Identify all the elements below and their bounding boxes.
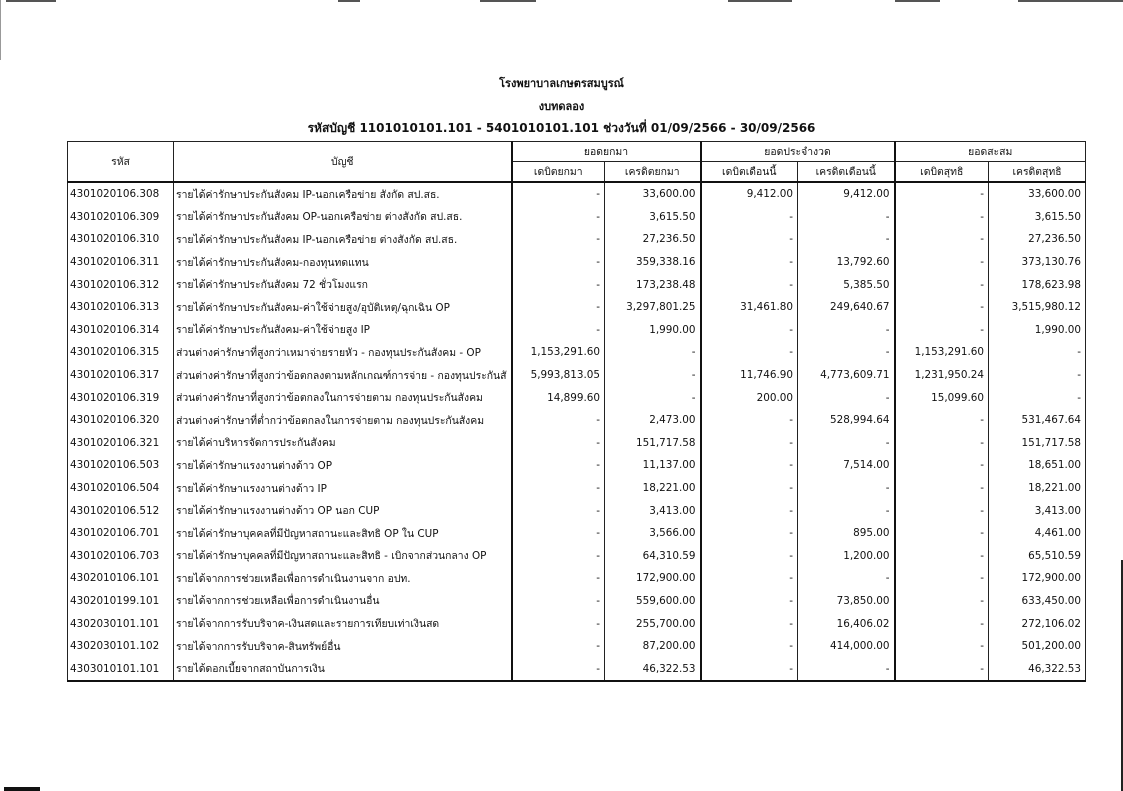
table-row <box>68 635 1086 658</box>
debit-net-cell: - <box>895 228 989 251</box>
code-cell: 4301020106.309 <box>68 206 174 229</box>
debit-net-cell: - <box>895 477 989 500</box>
debit-net-cell: - <box>895 454 989 477</box>
credit-month-cell: - <box>798 228 895 251</box>
credit-month-cell: 5,385.50 <box>798 273 895 296</box>
code-cell: 4301020106.503 <box>68 454 174 477</box>
debit-net-cell: - <box>895 635 989 658</box>
credit-net-cell: 3,413.00 <box>989 499 1086 522</box>
credit-bf-cell: 172,900.00 <box>605 567 701 590</box>
credit-month-cell: - <box>798 567 895 590</box>
debit-bf-cell: - <box>512 635 605 658</box>
credit-bf-cell: 11,137.00 <box>605 454 701 477</box>
debit-bf-cell: - <box>512 228 605 251</box>
credit-month-cell: 414,000.00 <box>798 635 895 658</box>
debit-month-cell: 9,412.00 <box>701 182 798 206</box>
table-row <box>68 251 1086 274</box>
account-cell: รายได้ดอกเบี้ยจากสถาบันการเงิน <box>174 657 512 681</box>
credit-month-cell: 13,792.60 <box>798 251 895 274</box>
table-row <box>68 364 1086 387</box>
credit-bf-cell: 2,473.00 <box>605 409 701 432</box>
debit-month-cell: - <box>701 545 798 568</box>
credit-month-cell: - <box>798 319 895 342</box>
debit-net-cell: - <box>895 612 989 635</box>
account-cell: รายได้ค่ารักษาประกันสังคม IP-นอกเครือข่าย สังกัด สป.สธ. <box>174 182 512 206</box>
table-row <box>68 432 1086 455</box>
code-cell: 4301020106.512 <box>68 499 174 522</box>
code-cell: 4301020106.504 <box>68 477 174 500</box>
debit-net-cell: - <box>895 206 989 229</box>
header-debit-net: เดบิตสุทธิ <box>895 162 989 183</box>
code-cell: 4301020106.315 <box>68 341 174 364</box>
header-credit-net: เครดิตสุทธิ <box>989 162 1086 183</box>
credit-month-cell: 4,773,609.71 <box>798 364 895 387</box>
credit-month-cell: - <box>798 341 895 364</box>
debit-net-cell: - <box>895 657 989 681</box>
code-cell: 4301020106.701 <box>68 522 174 545</box>
debit-month-cell: - <box>701 409 798 432</box>
scan-edge <box>0 0 1 60</box>
debit-bf-cell: - <box>512 567 605 590</box>
header-credit-month: เครดิตเดือนนี้ <box>798 162 895 183</box>
debit-bf-cell: - <box>512 273 605 296</box>
credit-net-cell: 33,600.00 <box>989 182 1086 206</box>
debit-month-cell: - <box>701 612 798 635</box>
debit-month-cell: - <box>701 228 798 251</box>
account-cell: รายได้ค่ารักษาประกันสังคม-ค่าใช้จ่ายสูง IP <box>174 319 512 342</box>
debit-bf-cell: - <box>512 251 605 274</box>
account-cell: รายได้จากการรับบริจาค-สินทรัพย์อื่น <box>174 635 512 658</box>
account-cell: รายได้ค่ารักษาบุคคลที่มีปัญหาสถานะและสิทธิ - เบิกจากส่วนกลาง OP <box>174 545 512 568</box>
header-debit-bf: เดบิตยกมา <box>512 162 605 183</box>
debit-bf-cell: 1,153,291.60 <box>512 341 605 364</box>
debit-month-cell: - <box>701 319 798 342</box>
account-cell: รายได้ค่ารักษาประกันสังคม-ค่าใช้จ่ายสูง/อุบัติเหตุ/ฉุกเฉิน OP <box>174 296 512 319</box>
header-group-brought-forward: ยอดยกมา <box>512 142 701 162</box>
account-cell: รายได้ค่ารักษาประกันสังคม 72 ชั่วโมงแรก <box>174 273 512 296</box>
code-cell: 4302030101.102 <box>68 635 174 658</box>
code-cell: 4301020106.312 <box>68 273 174 296</box>
scan-artifact <box>338 0 360 2</box>
account-cell: รายได้จากการรับบริจาค-เงินสดและรายการเทียบเท่าเงินสด <box>174 612 512 635</box>
credit-month-cell: 895.00 <box>798 522 895 545</box>
debit-bf-cell: 5,993,813.05 <box>512 364 605 387</box>
debit-net-cell: - <box>895 522 989 545</box>
debit-net-cell: - <box>895 590 989 613</box>
debit-bf-cell: - <box>512 206 605 229</box>
debit-bf-cell: - <box>512 319 605 342</box>
credit-net-cell: 1,990.00 <box>989 319 1086 342</box>
debit-net-cell: 1,231,950.24 <box>895 364 989 387</box>
debit-month-cell: 11,746.90 <box>701 364 798 387</box>
credit-net-cell: 373,130.76 <box>989 251 1086 274</box>
debit-month-cell: - <box>701 590 798 613</box>
debit-month-cell: - <box>701 499 798 522</box>
credit-bf-cell: 359,338.16 <box>605 251 701 274</box>
credit-net-cell: 65,510.59 <box>989 545 1086 568</box>
code-cell: 4301020106.310 <box>68 228 174 251</box>
code-cell: 4301020106.319 <box>68 386 174 409</box>
credit-bf-cell: 3,615.50 <box>605 206 701 229</box>
table-row <box>68 590 1086 613</box>
table-body <box>68 182 1086 681</box>
debit-bf-cell: - <box>512 545 605 568</box>
code-cell: 4302030101.101 <box>68 612 174 635</box>
credit-bf-cell: - <box>605 364 701 387</box>
debit-month-cell: - <box>701 273 798 296</box>
credit-net-cell: 4,461.00 <box>989 522 1086 545</box>
debit-net-cell: - <box>895 182 989 206</box>
debit-month-cell: 200.00 <box>701 386 798 409</box>
account-cell: ส่วนต่างค่ารักษาที่ต่ำกว่าข้อตกลงในการจ่ายตาม กองทุนประกันสังคม <box>174 409 512 432</box>
account-cell: รายได้ค่าบริหารจัดการประกันสังคม <box>174 432 512 455</box>
debit-bf-cell: - <box>512 477 605 500</box>
debit-bf-cell: - <box>512 612 605 635</box>
account-cell: รายได้จากการช่วยเหลือเพื่อการดำเนินงานอื่น <box>174 590 512 613</box>
debit-bf-cell: 14,899.60 <box>512 386 605 409</box>
credit-month-cell: - <box>798 386 895 409</box>
credit-net-cell: 46,322.53 <box>989 657 1086 681</box>
debit-month-cell: - <box>701 522 798 545</box>
table-row <box>68 319 1086 342</box>
table-row <box>68 522 1086 545</box>
credit-net-cell: 272,106.02 <box>989 612 1086 635</box>
code-cell: 4301020106.314 <box>68 319 174 342</box>
debit-bf-cell: - <box>512 296 605 319</box>
table-row <box>68 409 1086 432</box>
trial-balance-table <box>67 141 1086 682</box>
organization-title: โรงพยาบาลเกษตรสมบูรณ์ <box>499 77 624 90</box>
credit-bf-cell: 173,238.48 <box>605 273 701 296</box>
code-cell: 4301020106.311 <box>68 251 174 274</box>
debit-net-cell: - <box>895 545 989 568</box>
debit-month-cell: - <box>701 477 798 500</box>
credit-bf-cell: 3,297,801.25 <box>605 296 701 319</box>
debit-month-cell: - <box>701 206 798 229</box>
table-row <box>68 477 1086 500</box>
account-cell: รายได้ค่ารักษาแรงงานต่างด้าว OP นอก CUP <box>174 499 512 522</box>
account-cell: ส่วนต่างค่ารักษาที่สูงกว่าข้อตกลงในการจ่ายตาม กองทุนประกันสังคม <box>174 386 512 409</box>
credit-month-cell: 73,850.00 <box>798 590 895 613</box>
table-row <box>68 341 1086 364</box>
code-cell: 4302010199.101 <box>68 590 174 613</box>
debit-month-cell: - <box>701 635 798 658</box>
credit-net-cell: - <box>989 386 1086 409</box>
header-account: บัญชี <box>174 142 512 183</box>
credit-bf-cell: 3,413.00 <box>605 499 701 522</box>
table-row <box>68 545 1086 568</box>
debit-bf-cell: - <box>512 657 605 681</box>
code-cell: 4301020106.321 <box>68 432 174 455</box>
table-row <box>68 182 1086 206</box>
scan-artifact <box>1018 0 1123 2</box>
account-cell: รายได้ค่ารักษาประกันสังคม IP-นอกเครือข่าย ต่างสังกัด สป.สธ. <box>174 228 512 251</box>
debit-net-cell: - <box>895 296 989 319</box>
account-cell: รายได้จากการช่วยเหลือเพื่อการดำเนินงานจาก อปท. <box>174 567 512 590</box>
table-row <box>68 228 1086 251</box>
credit-bf-cell: 87,200.00 <box>605 635 701 658</box>
table-row <box>68 454 1086 477</box>
debit-net-cell: 1,153,291.60 <box>895 341 989 364</box>
scan-artifact <box>480 0 536 2</box>
scan-artifact <box>6 0 56 2</box>
code-cell: 4301020106.317 <box>68 364 174 387</box>
debit-bf-cell: - <box>512 409 605 432</box>
credit-month-cell: 1,200.00 <box>798 545 895 568</box>
credit-month-cell: - <box>798 657 895 681</box>
account-cell: รายได้ค่ารักษาแรงงานต่างด้าว OP <box>174 454 512 477</box>
table-row <box>68 567 1086 590</box>
table-row <box>68 612 1086 635</box>
debit-bf-cell: - <box>512 499 605 522</box>
table-row <box>68 657 1086 681</box>
credit-bf-cell: 27,236.50 <box>605 228 701 251</box>
credit-bf-cell: 1,990.00 <box>605 319 701 342</box>
table-row <box>68 386 1086 409</box>
credit-month-cell: 249,640.67 <box>798 296 895 319</box>
credit-bf-cell: 33,600.00 <box>605 182 701 206</box>
credit-net-cell: 18,651.00 <box>989 454 1086 477</box>
table-row <box>68 296 1086 319</box>
credit-month-cell: - <box>798 206 895 229</box>
credit-bf-cell: - <box>605 341 701 364</box>
debit-bf-cell: - <box>512 432 605 455</box>
debit-month-cell: - <box>701 657 798 681</box>
debit-net-cell: - <box>895 567 989 590</box>
code-cell: 4301020106.313 <box>68 296 174 319</box>
header-credit-bf: เครดิตยกมา <box>605 162 701 183</box>
code-cell: 4301020106.320 <box>68 409 174 432</box>
debit-net-cell: - <box>895 251 989 274</box>
account-cell: รายได้ค่ารักษาแรงงานต่างด้าว IP <box>174 477 512 500</box>
code-cell: 4301020106.703 <box>68 545 174 568</box>
header-group-accumulated: ยอดสะสม <box>895 142 1086 162</box>
credit-month-cell: 9,412.00 <box>798 182 895 206</box>
code-cell: 4302010106.101 <box>68 567 174 590</box>
credit-month-cell: - <box>798 499 895 522</box>
credit-month-cell: 16,406.02 <box>798 612 895 635</box>
debit-month-cell: 31,461.80 <box>701 296 798 319</box>
debit-month-cell: - <box>701 341 798 364</box>
credit-net-cell: 531,467.64 <box>989 409 1086 432</box>
credit-net-cell: 633,450.00 <box>989 590 1086 613</box>
debit-net-cell: - <box>895 499 989 522</box>
credit-bf-cell: 151,717.58 <box>605 432 701 455</box>
debit-bf-cell: - <box>512 590 605 613</box>
debit-month-cell: - <box>701 454 798 477</box>
debit-month-cell: - <box>701 432 798 455</box>
credit-net-cell: 18,221.00 <box>989 477 1086 500</box>
report-range: รหัสบัญชี 1101010101.101 - 5401010101.101 ช่วงวันที่ 01/09/2566 - 30/09/2566 <box>307 121 816 135</box>
credit-bf-cell: 3,566.00 <box>605 522 701 545</box>
table-row <box>68 499 1086 522</box>
credit-bf-cell: 18,221.00 <box>605 477 701 500</box>
account-cell: รายได้ค่ารักษาประกันสังคม OP-นอกเครือข่าย ต่างสังกัด สป.สธ. <box>174 206 512 229</box>
credit-net-cell: 27,236.50 <box>989 228 1086 251</box>
debit-net-cell: - <box>895 319 989 342</box>
credit-net-cell: - <box>989 364 1086 387</box>
header-code: รหัส <box>68 142 174 183</box>
report-title: งบทดลอง <box>538 100 585 113</box>
credit-net-cell: - <box>989 341 1086 364</box>
code-cell: 4301020106.308 <box>68 182 174 206</box>
credit-bf-cell: 64,310.59 <box>605 545 701 568</box>
debit-bf-cell: - <box>512 454 605 477</box>
code-cell: 4303010101.101 <box>68 657 174 681</box>
account-cell: รายได้ค่ารักษาบุคคลที่มีปัญหาสถานะและสิทธิ OP ใน CUP <box>174 522 512 545</box>
account-cell: รายได้ค่ารักษาประกันสังคม-กองทุนทดแทน <box>174 251 512 274</box>
debit-net-cell: - <box>895 409 989 432</box>
account-cell: ส่วนต่างค่ารักษาที่สูงกว่าเหมาจ่ายรายหัว - กองทุนประกันสังคม - OP <box>174 341 512 364</box>
debit-net-cell: 15,099.60 <box>895 386 989 409</box>
credit-month-cell: 7,514.00 <box>798 454 895 477</box>
scan-artifact <box>895 0 940 2</box>
credit-net-cell: 3,515,980.12 <box>989 296 1086 319</box>
header-group-period: ยอดประจำงวด <box>701 142 895 162</box>
credit-bf-cell: 255,700.00 <box>605 612 701 635</box>
credit-net-cell: 501,200.00 <box>989 635 1086 658</box>
credit-net-cell: 3,615.50 <box>989 206 1086 229</box>
scan-artifact <box>728 0 792 2</box>
credit-month-cell: 528,994.64 <box>798 409 895 432</box>
debit-month-cell: - <box>701 251 798 274</box>
credit-net-cell: 178,623.98 <box>989 273 1086 296</box>
credit-bf-cell: 559,600.00 <box>605 590 701 613</box>
credit-month-cell: - <box>798 432 895 455</box>
credit-bf-cell: - <box>605 386 701 409</box>
debit-bf-cell: - <box>512 522 605 545</box>
debit-month-cell: - <box>701 567 798 590</box>
scan-artifact <box>4 787 40 791</box>
debit-net-cell: - <box>895 432 989 455</box>
table-row <box>68 206 1086 229</box>
credit-bf-cell: 46,322.53 <box>605 657 701 681</box>
credit-net-cell: 151,717.58 <box>989 432 1086 455</box>
debit-bf-cell: - <box>512 182 605 206</box>
header-debit-month: เดบิตเดือนนี้ <box>701 162 798 183</box>
debit-net-cell: - <box>895 273 989 296</box>
table-row <box>68 273 1086 296</box>
credit-net-cell: 172,900.00 <box>989 567 1086 590</box>
credit-month-cell: - <box>798 477 895 500</box>
account-cell: ส่วนต่างค่ารักษาที่สูงกว่าข้อตกลงตามหลักเกณฑ์การจ่าย - กองทุนประกันสั <box>174 364 512 387</box>
